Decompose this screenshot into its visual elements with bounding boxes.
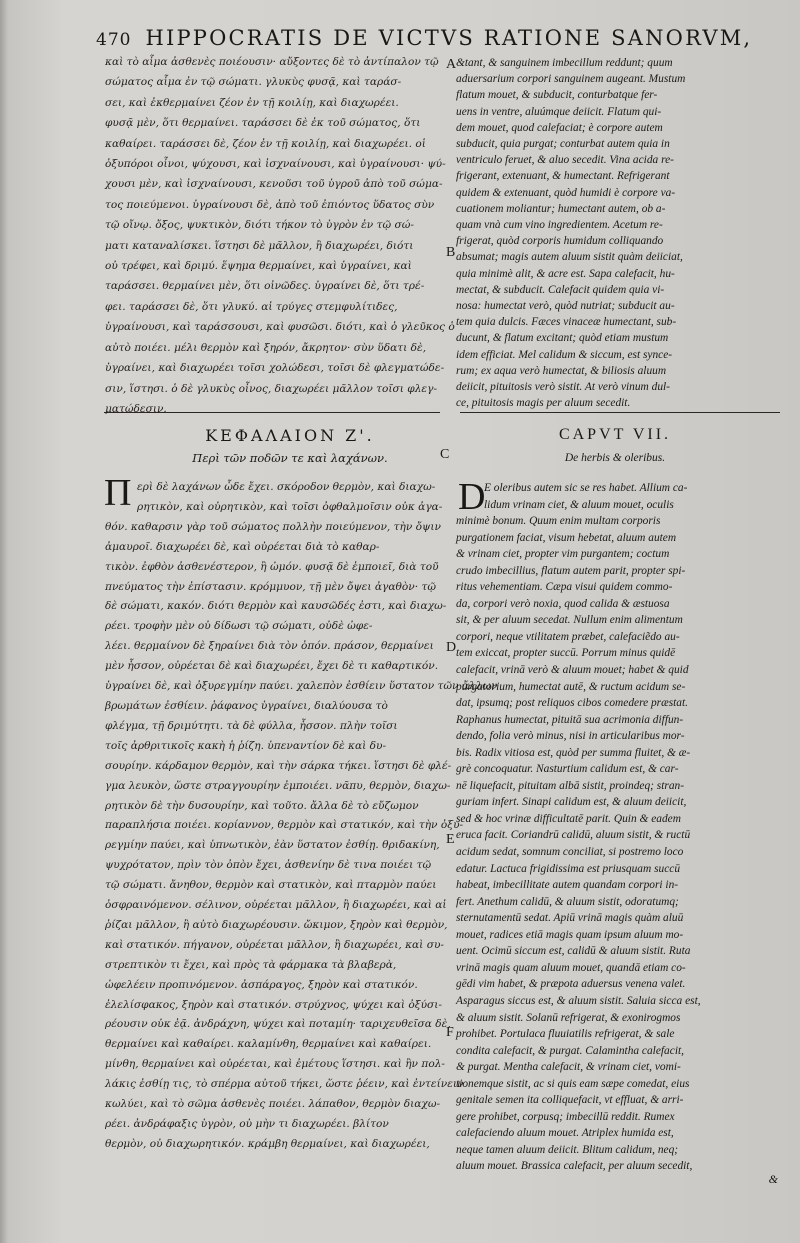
greek-chapter-text-line: τικὸν. ἐφθὸν ἀσθενέστερον, ἢ ὠμόν. φυσᾷ δὲ ἐμποιεῖ, διὰ τοῦ [105,560,439,573]
latin-text-line: dem mouet, quod calefaciat; è corpore autem [456,121,663,134]
latin-chapter-text-line: neque tamen aluum deiicit. Blitum calidum, neq; [456,1143,679,1156]
latin-text-line: &tant, & sanguinem imbecillum reddunt; quum [456,57,673,69]
greek-text-line: οὐ τρέφει, καὶ δριμύ. ἕψημα θερμαίνει, καὶ ὑγραίνει, καὶ [105,260,412,273]
greek-text-line: ταράσσει. θερμαίνει μὲν, ὅτι οἰνῶδες. ὑγραίνει δὲ, ὅτι τρέ- [105,280,425,293]
greek-chapter-text-line: ὀσφραινόμενον. σέλινον, οὐρέεται μᾶλλον, ἢ διαχωρέει, καὶ αἱ [105,899,447,912]
latin-text-line: subducit, quia purgat; conturbat autem quia in [456,138,670,151]
latin-chapter-text-line: corpori, neque vtilitatem præbet, calefaciẽdo au- [456,630,680,643]
latin-chapter-subheading: De herbis & oleribus. [564,452,666,464]
greek-chapter-text-line: μίνθη, θερμαίνει καὶ οὐρέεται, καὶ ἐμέτους ἵστησι. καὶ ἢν πολ- [105,1058,445,1071]
greek-chapter-text-line: ὑγραίνει δὲ, καὶ ὀξυρεγμίην παύει. χαλεπὸν ἐσθίειν ὕστατον τῶν ἄλλων [105,680,498,693]
latin-chapter-text-line: dendo, folia verò minus, nisi in articularibus mor- [456,730,685,743]
latin-chapter-text-line: purgationem faciat, visum hebetat, aluum autem [456,531,677,544]
latin-chapter-text-line: ritus vehementiam. Cæpa visui quidem commo- [456,581,673,594]
section-rule-latin [460,412,780,413]
latin-chapter-text-line: genitale semen ita colliquefacit, vt effluat, & arri- [456,1094,684,1107]
greek-chapter-text-line: στρεπτικὸν τι ἔχει, καὶ πρὸς τὰ φάρμακα τὰ βλαβερὰ, [105,958,397,971]
latin-chapter-text-line: calefaciendo aluum mouet. Atriplex humida est, [456,1127,674,1140]
latin-text-line: uens in ventre, aluúmque deiicit. Flatum qui- [456,105,662,118]
latin-text-line: ventriculo feruet, & aluo secedit. Vina acida re- [456,154,674,167]
latin-chapter-text-line: & purgat. Mentha calefacit, & vrinam ciet, vomi- [456,1061,681,1074]
latin-chapter-text-line: acidum sedat, somnum conciliat, si postremo loco [456,846,684,859]
latin-chapter-text-line: & aluum sistit. Solanū refrigerat, & exonirogmos [456,1011,681,1024]
latin-chapter-text-line: edatur. Lactuca frigidissima est priusquam succū [456,862,681,875]
latin-text-line: idem efficiat. Mel calidum & siccum, est synce- [456,348,673,361]
latin-text-line: deiicit, pituitosis verò sistit. At verò vinum dul- [456,381,670,394]
greek-chapter-text-line: παραπλήσια ποιέει. κορίαννον, θερμὸν καὶ στατικόν, καὶ τὴν ὀξυ- [105,819,464,832]
greek-text-line: ματι καταναλίσκει. ἵστησι δὲ μᾶλλον, ἢ διαχωρέει, διότι [105,239,414,252]
greek-text-line: χουσι μὲν, καὶ ἰσχναίνουσι, κενοῦσι τοῦ ὑγροῦ ἀπὸ τοῦ σώμα- [105,178,443,191]
greek-chapter-text-line: τῷ σώματι. ἄνηθον, θερμὸν καὶ στατικὸν, καὶ πταρμὸν παύει [105,879,437,892]
latin-chapter-text-line: lidum vrinam ciet, & aluum mouet, oculis [484,498,674,511]
greek-text-column-top [105,52,455,419]
greek-chapter-text-line: πνεύματος τὴν ἐπίστασιν. κρόμμυον, τῇ μὲν ὄψει ἀγαθὸν· τῷ [105,580,436,593]
greek-text-line: ὑγραίνουσι, καὶ ταράσσουσι, καὶ φυσῶσι. διότι, καὶ ὁ γλεῦκος ὁ [105,321,455,334]
latin-drop-cap: D [458,476,486,518]
greek-chapter-text-line: θόν. καθαρσιν γὰρ τοῦ σώματος πολλὴν ποιεύμενον, τὴν ὄψιν [105,520,441,533]
latin-text-line: quidem & extenuant, quòd humidi è corpore va- [456,186,676,199]
latin-chapter-text-line: dat, ipsumq; post reliquos cibos comedere præstat. [456,697,689,710]
latin-chapter-text-line: mouet, radices etiā magis quam ipsum aluum mo- [456,928,684,941]
latin-text-line: frigerat, quòd corporis humidum colliquando [456,235,664,248]
greek-text-line: σιν, ἵστησι. ὁ δὲ γλυκὺς οἶνος, διαχωρέει μᾶλλον τοῖσι φλεγ- [105,382,438,395]
greek-chapter-text-line: σουρίην. κάρδαμον θερμὸν, καὶ τὴν σάρκα τήκει. ἵστησι δὲ φλέ- [105,759,452,772]
latin-text-line: ducunt, & flatum excitant; quòd etiam mustum [456,332,669,345]
latin-text-line: quia minimè alit, & acre est. Sapa calefacit, hu- [456,267,675,280]
latin-chapter-text-line: calefacit, vrinā verò & aluum mouet; habet & quid [456,664,689,677]
latin-text-line: rum; ex aqua verò humectat, & biliosis aluum [456,364,667,377]
greek-drop-cap: Π [104,472,132,514]
greek-text-line: φει. ταράσσει δὲ, ὅτι γλυκύ. αἱ τρύγες στεμφυλίτιδες, [105,300,398,313]
greek-chapter-text-line: ἐλελίσφακος, ξηρὸν καὶ στατικόν. στρύχνος, ψύχει καὶ ὀξύσι- [105,998,443,1011]
latin-chapter-text-line: E oleribus autem sic se res habet. Allium ca- [484,482,688,494]
greek-chapter-text-line: δὲ σώματι, κακόν. διότι θερμὸν καὶ καυσῶδές ἐστι, καὶ διαχω- [105,600,447,613]
latin-chapter-text-line: sit, & per aluum secedat. Nullum enim alimentum [456,614,683,627]
latin-chapter-text-line: bis. Radix vitiosa est, quòd per summa fluitet, & æ- [456,746,691,759]
latin-chapter-text-line: aluum mouet. Brassica calefacit, per aluum secedit, [456,1160,693,1173]
greek-text-line: φυσᾷ μὲν, ὅτι θερμαίνει. ταράσσει δὲ ἐκ τοῦ σώματος, ὅτι [105,117,421,130]
page-gutter-shadow [0,0,8,1243]
greek-text-line: τῷ οἴνῳ. ὄξος, ψυκτικὸν, διότι τήκον τὸ ὑγρὸν ἐν τῷ σώ- [105,219,414,232]
greek-chapter-text-line: φλέγμα, τῇ δριμύτητι. τὰ δὲ φύλλα, ἧσσον. πλὴν τοῖσι [105,719,398,732]
latin-chapter-text-line: guriam infert. Sinapi calidum est, & aluum deiicit, [456,796,687,809]
latin-text-line: quam vnà cum vino ingredientem. Acetum re- [456,219,663,232]
greek-chapter-text-line: θερμὸν, οὐ διαχωρητικόν. κράμβη θερμαίνει, καὶ διαχωρέει, [105,1137,430,1150]
latin-chapter-text-line: nē liquefacit, pituitam albā sistit, proindeq; stran- [456,779,685,792]
latin-chapter-text-line: & vrinam ciet, propter vim purgantem; coctum [456,548,670,561]
latin-text-line: flatum mouet, & subducit, conturbatque fer- [456,89,658,102]
latin-chapter-text-line: grè concoquatur. Nasturtium calidum est, & car- [456,763,679,776]
greek-chapter-text-line: ρητικὸν, καὶ οὐρητικὸν, καὶ τοῖσι ὀφθαλμοῖσιν οὐκ ἀγα- [137,500,443,513]
latin-chapter-text-line: Raphanus humectat, pituitā sua acrimonia diffun- [456,713,684,726]
latin-text-column-chapter [456,476,754,1175]
latin-chapter-text-line: vrinā magis quam aluum mouet, quandā etiam co- [456,961,686,974]
greek-chapter-text-line: ρέει. ἀνδράφαξις ὑγρὸν, οὐ μὴν τι διαχωρέει. βλίτον [105,1118,389,1130]
greek-chapter-text-line: γμα λευκὸν, ὥστε στραγγουρίην ἐμποιέει. νᾶπυ, θερμὸν, διαχω- [105,779,451,792]
greek-text-line: σώματος αἷμα ἐν τῷ σώματι. γλυκὺς φυσᾷ, καὶ ταράσ- [105,76,402,89]
margin-letter-a: A [446,57,457,72]
latin-chapter-text-line: prohibet. Portulaca fluuiatilis refrigerat, & sale [456,1028,675,1041]
greek-chapter-text-line: λέει. θερμαίνον δὲ ξηραίνει διὰ τὸν ὀπόν. πράσον, θερμαίνει [105,640,434,653]
greek-chapter-text-line: μὲν ἧσσον, οὐρέεται δὲ καὶ διαχωρέει, ἔχει δὲ τι καθαρτικόν. [105,660,439,673]
greek-chapter-text-line: καὶ στατικόν. πήγανον, οὐρέεται μᾶλλον, ἢ διαχωρέει, καὶ συ- [105,938,444,951]
margin-letter-c: C [440,447,450,462]
latin-text-line: aduersarium corpori sanguinem augeant. Mustum [456,73,686,86]
greek-chapter-heading: ΚΕΦΑΛΑΙΟΝ Ζ'. [205,426,375,445]
margin-letter-d: D [446,640,457,655]
margin-letter-f: F [446,1025,454,1040]
latin-chapter-text-line: gere prohibet, corpusq; imbecillū reddit. Rumex [456,1110,675,1123]
margin-letter-b: B [446,245,456,260]
latin-text-line: frigerant, extenuant, & humectant. Refrigerant [456,170,670,183]
greek-chapter-text-line: ρέει. τροφὴν μὲν οὐ δίδωσι τῷ σώματι, οὐδὲ ὠφε- [105,620,373,633]
page-number: 470 [96,30,132,50]
greek-chapter-text-line: ψυχρότατον, πρὶν τὸν ὀπὸν ἔχει, ἀσθενίην δὲ τινα ποιέει τῷ [105,859,432,872]
latin-chapter-text-line: Asparagus siccus est, & aluum sistit. Saluia sicca est, [456,994,701,1007]
latin-chapter-text-line: uent. Ocimū siccum est, calidū & aluum sistit. Ruta [456,945,691,958]
greek-text-line: καθαίρει. ταράσσει δὲ, ζέον ἐν τῇ κοιλίῃ, καὶ διαχωρέει. οἱ [105,137,426,150]
catchword: & [768,1172,778,1186]
greek-chapter-text-line: ερὶ δὲ λαχάνων ὧδε ἔχει. σκόροδον θερμὸν, καὶ διαχω- [137,481,436,493]
latin-chapter-text-line: habeat, imbecillitate autem quandam corpori in- [456,879,679,892]
greek-chapter-text-line: ρητικὸν δὲ τὴν δυσουρίην, καὶ τοῦτο. ἄλλα δὲ τὸ εὔζωμον [105,799,419,812]
latin-text-line: mectat, & subducit. Calefacit quidem quia vi- [456,283,665,296]
greek-text-line: αὐτὸ ποιέει. μέλι θερμὸν καὶ ξηρόν, ἄκρητον· σὺν ὕδατι δὲ, [105,341,427,354]
greek-chapter-text-line: κωλύει, καὶ τὸ σῶμα ἀσθενὲς ποιέει. λάπαθον, θερμὸν διαχω- [105,1098,441,1111]
greek-text-line: σει, καὶ ἐκθερμαίνει ζέον ἐν τῇ κοιλίῃ, καὶ διαχωρέει. [105,96,399,109]
greek-text-line: τος ποιεύμενοι. ὑγραίνουσι δὲ, ἀπὸ τοῦ ἐπιόντος ὕδατος σὺν [105,198,435,211]
latin-text-column-top [456,55,754,411]
greek-chapter-text-line: λάκις ἐσθίῃ τις, τὸ σπέρμα αὐτοῦ τήκει, ὥστε ῥέειν, καὶ ἐντείνειν [105,1078,464,1091]
running-title: HIPPOCRATIS DE VICTVS RATIONE SANORVM, [145,26,753,50]
latin-chapter-text-line: tem exiccat, propter succū. Porrum minus quidē [456,647,676,660]
latin-chapter-text-line: da, corpori verò noxia, quod calida & æstuosa [456,597,670,610]
greek-chapter-subheading: Περὶ τῶν ποδῶν τε καὶ λαχάνων. [192,451,388,465]
latin-chapter-text-line: crudo imbecillius, flatum autem parit, propter spi- [456,564,686,577]
greek-chapter-text-line: ῥίζαι μᾶλλον, ἢ αὐτὸ διαχωρέουσιν. ὤκιμον, ξηρὸν καὶ θερμὸν, [105,918,448,931]
latin-text-line: nosa: humectat verò, quòd nutriat; subducit au- [456,300,675,313]
section-rule-greek [104,412,440,413]
latin-chapter-text-line: tionemque sistit, ac si quis eam sæpe comedat, eius [456,1077,690,1090]
latin-chapter-text-line: minimè bonum. Quum enim multam corporis [456,515,661,528]
latin-text-line: cuationem moliantur; humectant autem, ob a- [456,202,666,215]
latin-text-line: tem quia dulcis. Fæces vinaceæ humectant, sub- [456,316,677,329]
latin-chapter-text-line: condita calefacit, & purgat. Calamintha calefacit, [456,1044,684,1057]
latin-chapter-text-line: fert. Anethum calidū, & aluum sistit, odoratumq; [456,895,679,908]
greek-chapter-text-line: ρεγμίην παύει, καὶ ὑπνωτικὸν, ἐὰν ὕστατον ἐσθίῃ. θριδακίνη, [105,839,440,852]
margin-letter-e: E [446,832,455,847]
greek-chapter-text-line: θερμαίνει καὶ καθαίρει. καλαμίνθη, θερμαίνει καὶ καθαίρει. [105,1038,432,1051]
greek-text-column-chapter [105,478,498,1155]
greek-chapter-text-line: ὠφελέειν προπινόμενον. ἀσπάραγος, ξηρὸν καὶ στατικόν. [105,978,418,991]
latin-text-line: absumat; magis autem aluum sistit quàm deiiciat, [456,251,683,264]
latin-chapter-heading: CAPVT VII. [558,426,672,443]
greek-chapter-text-line: βρωμάτων ἐσθίειν. ῥάφανος ὑγραίνει, διαλύουσα τὸ [105,699,388,712]
greek-text-line: καὶ τὸ αἷμα ἀσθενὲς ποιέουσιν· αὔξοντες δὲ τὸ ἀντίπαλον τῷ [105,56,439,68]
latin-chapter-text-line: purgatorium, humectat autē, & ructum acidum se- [456,680,686,693]
greek-chapter-text-line: τοῖς ἀρθριτικοῖς κακὴ ἡ ῥίζη. ὑπεναντίον δὲ καὶ δυ- [105,739,387,752]
greek-chapter-text-line: ρέουσιν οὐκ ἐᾷ. ἀνδράχνη, ψύχει καὶ ποταμίη· ταριχευθεῖσα δὲ, [105,1018,451,1031]
latin-chapter-text-line: eruca facit. Coriandrū calidū, aluum sistit, & ructū [456,829,691,842]
greek-text-line: ὑγραίνει, καὶ διαχωρέει τοῖσι χολώδεσι, τοῖσι δὲ φλεγματώδε- [105,362,445,375]
latin-chapter-text-line: sed & hoc vrinæ difficultatē parit. Quin & eadem [456,812,681,825]
greek-text-line: ματώδεσιν. [105,402,167,415]
greek-chapter-text-line: ἀμαυροῖ. διαχωρέει δὲ, καὶ οὐρέεται διὰ τὸ καθαρ- [105,540,380,553]
latin-chapter-text-line: gēdi vim habet, & præpota aduersus venena valet. [456,978,686,991]
latin-text-line: ce, pituitosis magis per aluum secedit. [456,397,631,410]
latin-chapter-text-line: sternutamentū sedat. Apiū vrinā magis quàm aluū [456,912,684,925]
greek-text-line: ὀξυπόροι οἶνοι, ψύχουσι, καὶ ἰσχναίνουσι, καὶ ὑγραίνουσι· ψύ- [105,158,446,171]
